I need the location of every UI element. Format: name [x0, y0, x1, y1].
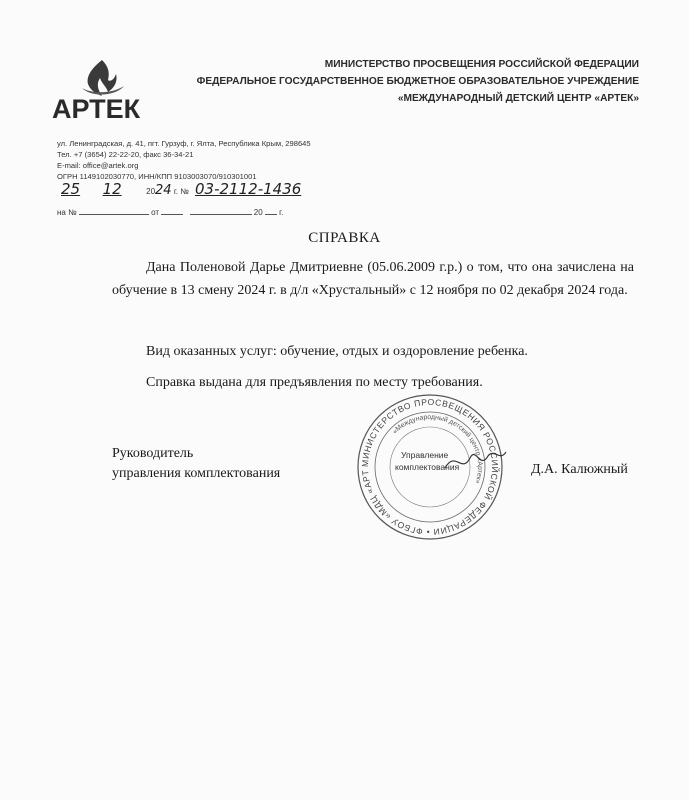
outgoing-number: 03-2112-1436	[195, 180, 302, 198]
email: E-mail: office@artek.org	[57, 161, 139, 170]
outgoing-month: 12	[102, 180, 122, 198]
outgoing-year-suffix: г. №	[173, 187, 189, 196]
ministry-line: МИНИСТЕРСТВО ПРОСВЕЩЕНИЯ РОССИЙСКОЙ ФЕДЕРАЦИИ	[324, 59, 639, 70]
ref-label-year: 20	[253, 208, 263, 217]
logo-text: АРТЕК	[52, 94, 141, 124]
handwritten-signature	[440, 440, 510, 480]
registration-ids: ОГРН 1149102030770, ИНН/КПП 9103003070/910301001	[57, 172, 257, 181]
ref-label-g: г.	[279, 208, 284, 217]
ref-label-ot: от	[151, 208, 160, 217]
outgoing-day: 25	[61, 180, 81, 198]
position-line-2: управления комплектования	[112, 466, 281, 481]
contacts-block	[57, 138, 311, 182]
outgoing-number-line	[57, 180, 301, 202]
stamp-ring-text: МИНИСТЕРСТВО ПРОСВЕЩЕНИЯ РОССИЙСКОЙ ФЕДЕРАЦИИ • ФГБОУ «МДЦ «АРТ	[359, 396, 501, 538]
flame-icon	[52, 58, 152, 98]
ref-number-blank	[79, 202, 149, 215]
reference-line	[57, 202, 301, 224]
address: ул. Ленинградская, д. 41, пгт. Гурзуф, г. Ялта, Республика Крым, 298645	[57, 139, 311, 148]
artek-logo	[52, 58, 152, 126]
ref-day-blank	[161, 202, 183, 215]
phone: Тел. +7 (3654) 22-22-20, факс 36-34-21	[57, 150, 194, 159]
ref-month-blank	[190, 202, 252, 215]
ref-year-blank	[265, 202, 277, 215]
stamp-center-line1: Управление	[401, 450, 449, 460]
outgoing-year: 24	[155, 183, 172, 198]
outgoing-year-prefix: 20	[146, 187, 156, 196]
signatory-name: Д.А. Калюжный	[531, 462, 628, 477]
position-line-1: Руководитель	[112, 446, 194, 461]
organization-header	[197, 56, 639, 107]
body-paragraph-1: Дана Поленовой Дарье Дмитриевне (05.06.2009 г.р.) о том, что она зачислена на обучение в 13 смену 2024 г. в д/л «Хрустальный» с 12 ноября по 02 декабря 2024 года.	[112, 260, 634, 298]
document-title: СПРАВКА	[308, 230, 381, 246]
body-paragraph-3: Справка выдана для предъявления по месту требования.	[146, 375, 483, 390]
stamp-inner-ring-text: «Международный детский центр «Артек»	[391, 413, 484, 485]
stamp-center-line2: комплектования	[395, 462, 460, 472]
ref-label-na: на №	[57, 208, 77, 217]
outgoing-reference	[57, 180, 301, 224]
institution-name-line: «МЕЖДУНАРОДНЫЙ ДЕТСКИЙ ЦЕНТР «АРТЕК»	[397, 93, 639, 104]
body-paragraph-2: Вид оказанных услуг: обучение, отдых и оздоровление ребенка.	[146, 344, 528, 359]
institution-type-line: ФЕДЕРАЛЬНОЕ ГОСУДАРСТВЕННОЕ БЮДЖЕТНОЕ ОБРАЗОВАТЕЛЬНОЕ УЧРЕЖДЕНИЕ	[196, 76, 639, 87]
signatory-position	[112, 444, 280, 484]
